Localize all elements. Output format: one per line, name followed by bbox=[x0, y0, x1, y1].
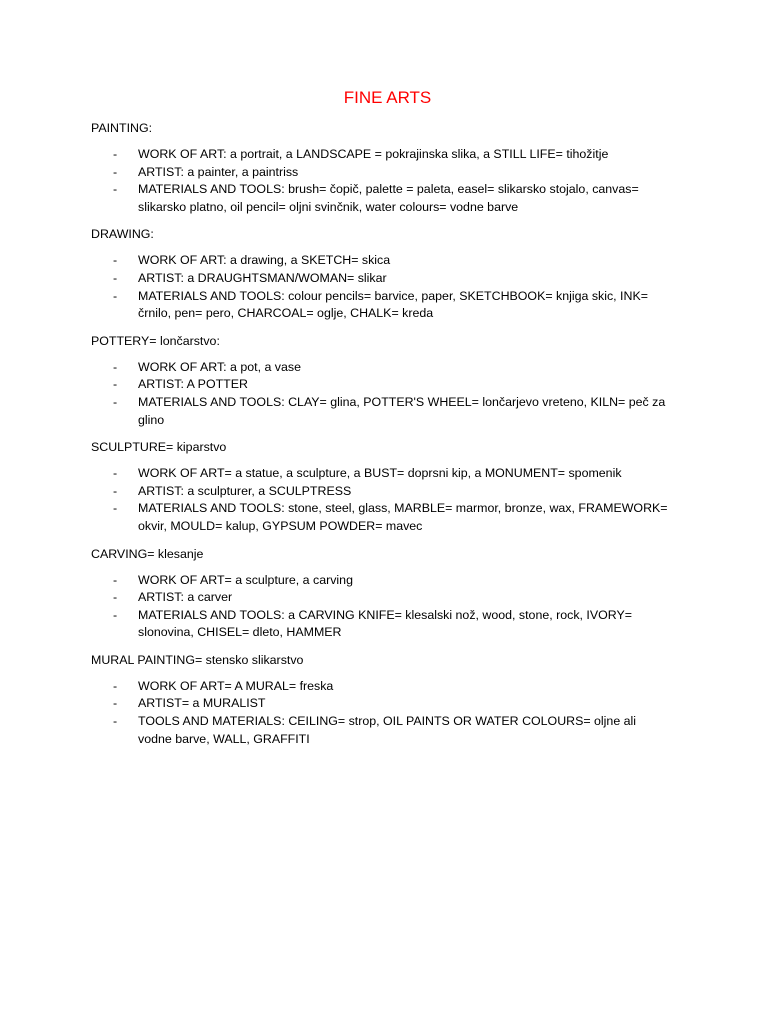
list-item-text: WORK OF ART= a sculpture, a carving bbox=[138, 572, 353, 587]
list-item bbox=[91, 146, 668, 164]
item-list bbox=[91, 678, 668, 748]
list-item-text: MATERIALS AND TOOLS: stone, steel, glass, MARBLE= marmor, bronze, wax, FRAMEWORK= okvir, MOULD= kalup, GYPSUM POWDER= mavec bbox=[138, 501, 668, 533]
list-item-text: ARTIST: A POTTER bbox=[138, 377, 248, 392]
list-item bbox=[91, 394, 668, 429]
dash-bullet: - bbox=[113, 483, 118, 498]
dash-bullet: - bbox=[113, 270, 118, 285]
dash-bullet: - bbox=[113, 590, 118, 605]
list-item-text: MATERIALS AND TOOLS: brush= čopič, palette = paleta, easel= slikarsko stojalo, canvas= slikarsko platno, oil pencil= oljni svinčnik, water colours= vodne barve bbox=[138, 182, 639, 214]
list-item bbox=[91, 713, 668, 748]
list-item bbox=[91, 288, 668, 323]
section-heading: DRAWING: bbox=[91, 227, 154, 242]
list-item bbox=[91, 376, 668, 394]
item-list bbox=[91, 359, 668, 429]
dash-bullet: - bbox=[113, 607, 118, 622]
dash-bullet: - bbox=[113, 147, 118, 161]
list-item-text: WORK OF ART: a drawing, a SKETCH= skica bbox=[138, 253, 391, 268]
dash-bullet: - bbox=[113, 466, 118, 481]
list-item-text: MATERIALS AND TOOLS: colour pencils= barvice, paper, SKETCHBOOK= knjiga skic, INK= črnilo, pen= pero, CHARCOAL= oglje, CHALK= kreda bbox=[138, 288, 648, 321]
section-sculpture bbox=[91, 438, 668, 535]
dash-bullet: - bbox=[113, 501, 118, 516]
list-item bbox=[91, 572, 668, 590]
section-heading: MURAL PAINTING= stensko slikarstvo bbox=[91, 652, 304, 667]
list-item-text: ARTIST: a sculpturer, a SCULPTRESS bbox=[138, 483, 352, 498]
dash-bullet: - bbox=[113, 288, 118, 303]
list-item bbox=[91, 500, 668, 535]
list-item-text: ARTIST= a MURALIST bbox=[138, 696, 266, 711]
dash-bullet: - bbox=[113, 678, 118, 693]
list-item bbox=[91, 181, 668, 216]
dash-bullet: - bbox=[113, 394, 118, 409]
section-carving bbox=[91, 545, 668, 642]
item-list bbox=[91, 252, 668, 322]
item-list bbox=[91, 146, 668, 216]
list-item-text: WORK OF ART= a statue, a sculpture, a BUST= doprsni kip, a MONUMENT= spomenik bbox=[138, 466, 622, 481]
list-item-text: WORK OF ART: a portrait, a LANDSCAPE = pokrajinska slika, a STILL LIFE= tihožitje bbox=[138, 147, 609, 161]
item-list bbox=[91, 572, 668, 642]
section-drawing bbox=[91, 225, 668, 322]
dash-bullet: - bbox=[113, 572, 118, 587]
dash-bullet: - bbox=[113, 359, 118, 374]
section-mural-painting bbox=[91, 651, 668, 748]
list-item-text: WORK OF ART: a pot, a vase bbox=[138, 359, 301, 374]
section-pottery bbox=[91, 332, 668, 429]
section-heading: POTTERY= lončarstvo: bbox=[91, 333, 220, 348]
dash-bullet: - bbox=[113, 164, 118, 179]
list-item bbox=[91, 695, 668, 713]
list-item bbox=[91, 483, 668, 501]
list-item bbox=[91, 252, 668, 270]
list-item bbox=[91, 607, 668, 642]
list-item-text: MATERIALS AND TOOLS: a CARVING KNIFE= klesalski nož, wood, stone, rock, IVORY= slonovina, CHISEL= dleto, HAMMER bbox=[138, 607, 632, 640]
list-item bbox=[91, 270, 668, 288]
list-item bbox=[91, 465, 668, 483]
list-item-text: ARTIST: a carver bbox=[138, 590, 233, 605]
list-item-text: MATERIALS AND TOOLS: CLAY= glina, POTTER'S WHEEL= lončarjevo vreteno, KILN= peč za glino bbox=[138, 394, 666, 427]
item-list bbox=[91, 465, 668, 535]
dash-bullet: - bbox=[113, 377, 118, 392]
list-item bbox=[91, 164, 668, 182]
dash-bullet: - bbox=[113, 714, 118, 729]
list-item bbox=[91, 589, 668, 607]
list-item-text: ARTIST: a DRAUGHTSMAN/WOMAN= slikar bbox=[138, 270, 387, 285]
document-title: FINE ARTS bbox=[343, 88, 432, 107]
list-item bbox=[91, 359, 668, 377]
list-item bbox=[91, 678, 668, 696]
list-item-text: ARTIST: a painter, a paintriss bbox=[138, 164, 299, 179]
section-painting bbox=[91, 119, 668, 216]
list-item-text: WORK OF ART= A MURAL= freska bbox=[138, 678, 334, 693]
dash-bullet: - bbox=[113, 182, 118, 197]
section-heading: PAINTING: bbox=[91, 121, 153, 135]
list-item-text: TOOLS AND MATERIALS: CEILING= strop, OIL PAINTS OR WATER COLOURS= oljne ali vodne barve, WALL, GRAFFITI bbox=[138, 714, 637, 746]
dash-bullet: - bbox=[113, 253, 118, 268]
section-heading: SCULPTURE= kiparstvo bbox=[91, 440, 227, 455]
dash-bullet: - bbox=[113, 696, 118, 711]
section-heading: CARVING= klesanje bbox=[91, 546, 204, 561]
